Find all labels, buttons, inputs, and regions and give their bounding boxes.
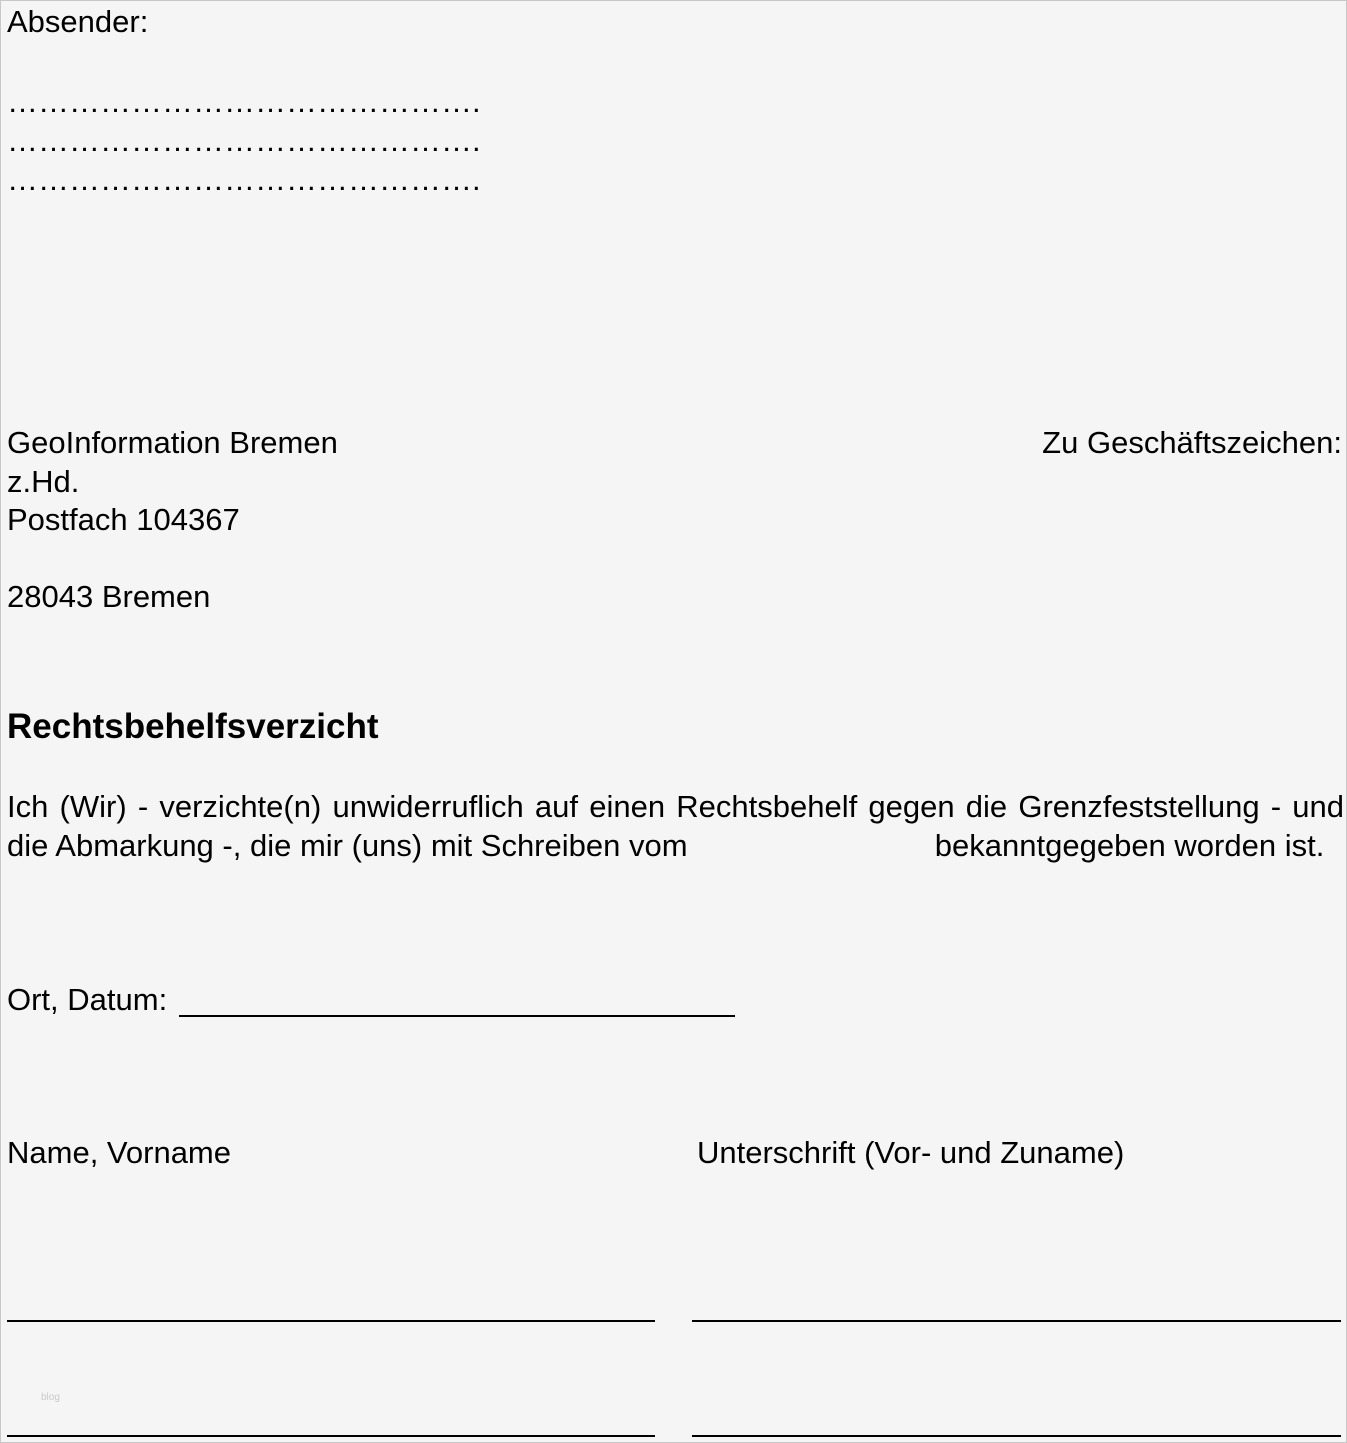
waiver-text-part-2: bekanntgegeben worden ist. <box>934 827 1325 863</box>
place-date-label: Ort, Datum: <box>7 982 168 1017</box>
recipient-attention: z.Hd. <box>7 464 80 499</box>
document-title: Rechtsbehelfsverzicht <box>7 707 379 746</box>
reference-label: Zu Geschäftszeichen: <box>1042 425 1342 460</box>
place-date-line[interactable] <box>179 1015 735 1017</box>
recipient-name: GeoInformation Bremen <box>7 425 338 460</box>
name-line-2[interactable] <box>7 1435 655 1437</box>
recipient-po-box: Postfach 104367 <box>7 502 240 537</box>
waiver-paragraph <box>7 788 1344 865</box>
sender-line-2[interactable]: ………………………………………. <box>7 123 481 158</box>
sender-label: Absender: <box>7 4 149 39</box>
signature-line-1[interactable] <box>692 1320 1341 1322</box>
name-line-1[interactable] <box>7 1320 655 1322</box>
sender-line-3[interactable]: ………………………………………. <box>7 162 481 197</box>
watermark: blog <box>41 1392 60 1403</box>
signature-line-2[interactable] <box>692 1435 1341 1437</box>
waiver-text-part-1: Ich (Wir) - verzichte(n) unwiderruflich auf einen Rechtsbehelf gegen die Grenzfeststellung - und die Abmarkung -, die mir (uns) mit Schreiben vom <box>7 789 1344 863</box>
sender-line-1[interactable]: ………………………………………. <box>7 84 481 119</box>
recipient-city: 28043 Bremen <box>7 579 211 614</box>
name-label: Name, Vorname <box>7 1135 231 1170</box>
signature-label: Unterschrift (Vor- und Zuname) <box>697 1135 1125 1170</box>
